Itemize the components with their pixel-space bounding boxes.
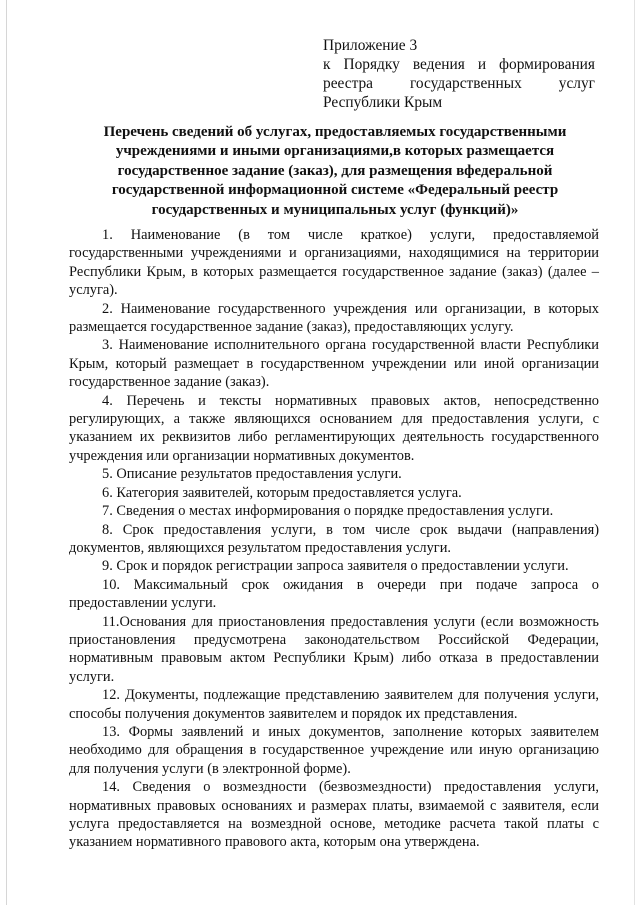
appendix-reference-line: к Порядку ведения и формирования (323, 56, 595, 73)
list-item: 3. Наименование исполнительного органа государственной власти Республики Крым, который размещает в государственном учреждении или иной организации государственное задание (заказ). (69, 337, 599, 391)
list-item: 14. Сведения о возмездности (безвозмездности) предоставления услуги, нормативных правовых основаниях и размерах платы, взимаемой с заявителя, если услуга предоставляется на возмездной основе, методике расчета такой платы с указанием нормативного правового акта, которым она утверждена. (69, 779, 599, 851)
scan-edge-left (6, 0, 7, 905)
list-item: 9. Срок и порядок регистрации запроса заявителя о предоставлении услуги. (102, 558, 569, 575)
list-item: 8. Срок предоставления услуги, в том числе срок выдачи (направления) документов, являющихся результатом предоставления услуги. (69, 521, 599, 556)
list-item: 5. Описание результатов предоставления услуги. (102, 466, 402, 483)
appendix-number: Приложение 3 (323, 37, 418, 54)
list-item: 11.Основания для приостановления предоставления услуги (если возможность приостановления предусмотрена законодательством Российской Федерации, нормативным правовым актом Республики Крым) либо отказа в предоставлении услуги. (69, 613, 599, 685)
document-title (70, 123, 600, 220)
appendix-reference-line: Республики Крым (323, 94, 443, 111)
title-line: государственное задание (заказ), для размещения вфедеральной (117, 162, 553, 179)
list-item: 10. Максимальный срок ожидания в очереди при подаче запроса о предоставлении услуги. (69, 576, 599, 612)
document-body (69, 226, 599, 852)
appendix-header (323, 36, 595, 112)
list-item: 1. Наименование (в том числе краткое) услуги, предоставляемой государственными учреждениями и организациями, находящимися на территории Республики Крым, в которых размещается государственное задание (заказ) (далее –услуга). (69, 227, 599, 299)
list-item: 12. Документы, подлежащие представлению заявителем для получения услуги, способы получения документов заявителем и порядок их представления. (69, 687, 599, 722)
scan-edge-right (634, 0, 635, 905)
appendix-reference-line: реестра государственных услуг (323, 75, 595, 92)
list-item: 7. Сведения о местах информирования о порядке предоставления услуги. (102, 503, 554, 520)
title-line: государственных и муниципальных услуг (функций)» (151, 201, 519, 218)
list-item: 13. Формы заявлений и иных документов, заполнение которых заявителем необходимо для обращения в государственное учреждение или иную организацию для получения услуги (в электронной форме). (69, 723, 599, 777)
title-line: учреждениями и иными организациями,в которых размещается (115, 143, 555, 160)
title-line: государственной информационной системе «Федеральный реестр (111, 182, 559, 199)
list-item: 4. Перечень и тексты нормативных правовых актов, непосредственно регулирующих, а также являющихся основанием для предоставления услуги, с указанием их реквизитов либо регламентирующих деятельность государственного учреждения или организации нормативных документов. (69, 392, 599, 464)
list-item: 6. Категория заявителей, которым предоставляется услуга. (102, 484, 462, 501)
list-item: 2. Наименование государственного учреждения или организации, в которых размещается государственное задание (заказ), предоставляющих услугу. (69, 300, 599, 336)
title-line: Перечень сведений об услугах, предоставляемых государственными (103, 124, 567, 140)
